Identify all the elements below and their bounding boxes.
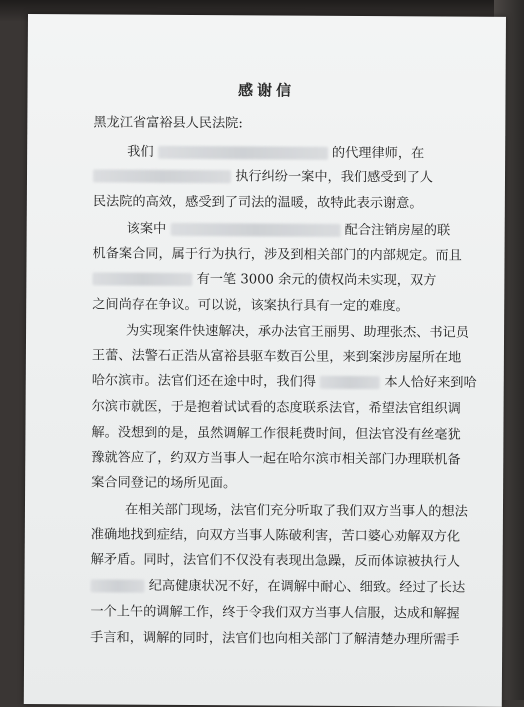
- redaction: [93, 170, 231, 184]
- text-line: 之间尚存在争议。可以说，该案执行具有一定的难度。: [92, 297, 409, 315]
- text-line: 为实现案件快速解决，承办法官王丽男、助理张杰、书记员: [126, 323, 469, 341]
- text-line: 王蕾、法警石正浩从富裕县驱车数百公里，来到案涉房屋所在地: [91, 348, 462, 366]
- letter-page: [24, 14, 506, 707]
- redaction: [320, 376, 380, 389]
- text-line: 豫就答应了，约双方当事人一起在哈尔滨市相关部门办理联机备: [91, 450, 461, 468]
- text-line: [92, 272, 436, 287]
- redaction: [158, 146, 328, 160]
- text-line: 在相关部门现场，法官们充分听取了我们双方当事人的想法: [124, 502, 468, 520]
- text-fragment: 我们: [127, 144, 154, 160]
- text-line: 解矛盾。同时，法官们不仅没有表现出急躁，反而体谅被执行人: [90, 552, 460, 570]
- text-fragment: 哈尔滨市。法官们还在途中时，我们得: [91, 373, 316, 390]
- text-fragment: 配合注销房屋的联: [344, 222, 451, 239]
- text-line: [127, 223, 451, 238]
- text-fragment: 的代理律师，在: [331, 145, 425, 162]
- text-line: 尔滨市就医，于是抱着试试看的态度联系法官，希望法官组织调: [91, 399, 461, 417]
- text-line: 解。没想到的是，虽然调解工作很耗费时间，但法官没有丝毫犹: [91, 425, 461, 443]
- redaction: [92, 273, 192, 287]
- text-line: [92, 374, 477, 390]
- redaction: [90, 580, 144, 593]
- text-line: 准确地找到症结，向双方当事人陈破利害，苦口婆心劝解双方化: [90, 527, 461, 545]
- text-fragment: 本人恰好来到哈: [384, 375, 477, 391]
- salutation: 黑龙江省富裕县人民法院:: [93, 115, 243, 132]
- text-line: 一个上午的调解工作，终于令我们双方当事人信服，达成和解握: [90, 604, 460, 622]
- text-line: [127, 146, 424, 161]
- text-line: [90, 579, 465, 595]
- text-line: 案合同登记的场所见面。: [91, 475, 237, 492]
- text-line: [93, 169, 433, 184]
- text-line: 机备案合同，属于行为执行，涉及到相关部门的内部规定。而且: [92, 246, 462, 264]
- text-fragment: 执行纠纷一案中，我们感受到了人: [235, 169, 434, 186]
- text-fragment: 有一笔 3000 余元的债权尚未实现，双方: [196, 272, 437, 289]
- text-line: 手言和，调解的同时，法官们也向相关部门了解清楚办理所需手: [90, 630, 460, 648]
- text-fragment: 纪高健康状况不好，在调解中耐心、细致。经过了长达: [148, 578, 466, 596]
- redaction: [170, 223, 340, 237]
- letter-title: 感谢信: [237, 81, 296, 100]
- text-line: 民法院的高效，感受到了司法的温暖，故特此表示谢意。: [92, 194, 423, 212]
- text-fragment: 该案中: [126, 221, 167, 237]
